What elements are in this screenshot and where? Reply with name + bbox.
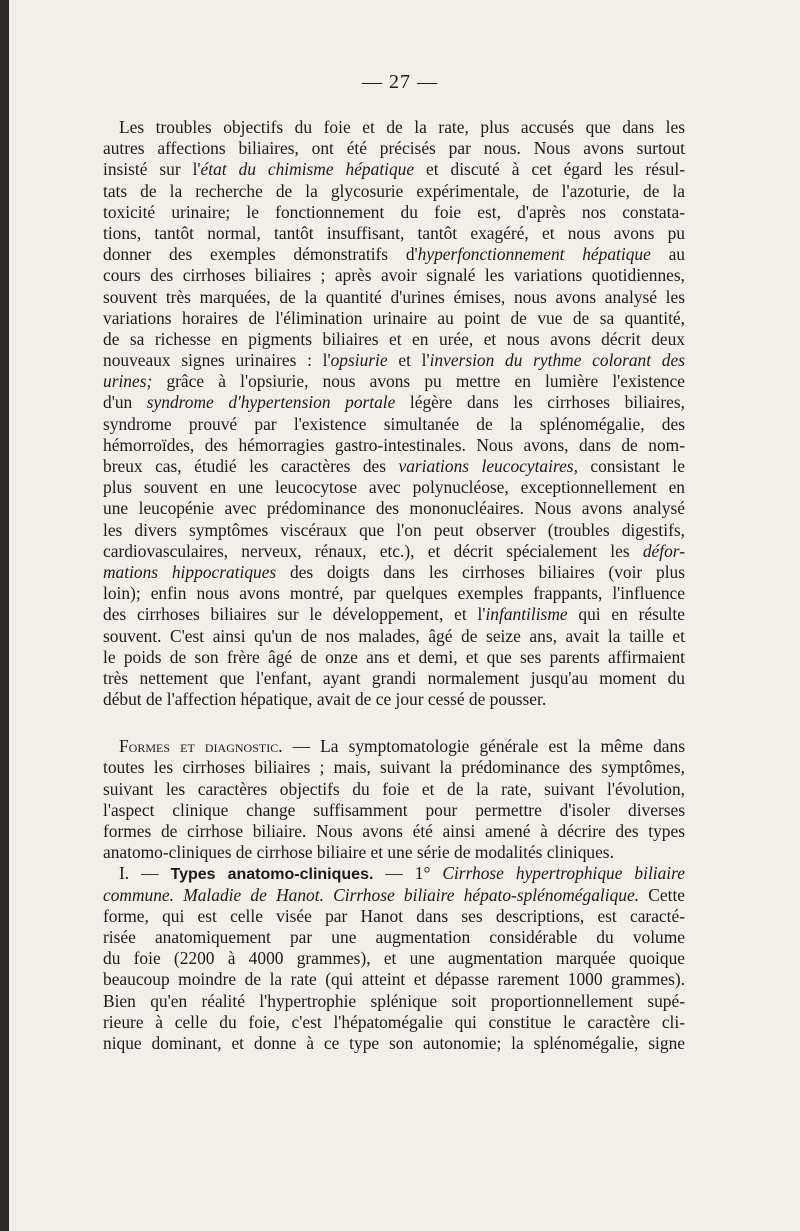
text-line [103,583,685,604]
text-line [103,604,685,625]
text-line [103,800,685,821]
text-segment: consistant le [577,456,685,476]
text-segment: autres affections biliaires, ont été précisés par nous. Nous avons surtout [103,138,685,159]
text-line [103,138,685,159]
text-segment: cours des cirrhoses biliaires ; après avoir signalé les variations quotidiennes, [103,265,685,286]
text-segment: syndrome prouvé par l'existence simultanée de la splénomégalie, des [103,413,685,434]
text-segment: suivant les caractères objectifs du foie et de la rate, suivant l'évolution, [103,778,685,799]
text-line [103,1033,685,1054]
text-line [103,689,685,710]
text-segment: des doigts dans les cirrhoses biliaires (voir plus [276,561,685,582]
text-line [103,456,685,477]
text-segment: le poids de son frère âgé de onze ans et demi, et que ses parents affirmaient [103,646,685,667]
text-segment: inversion du rythme colorant des [429,350,685,371]
text-segment: tats de la recherche de la glycosurie expérimentale, de l'azoturie, de la [103,180,685,201]
text-line [103,948,685,969]
text-line [103,626,685,647]
text-segment: des cirrhoses biliaires sur le développement, et l' [103,604,486,625]
text-line [103,906,685,927]
text-segment: mations hippocratiques [103,561,277,582]
text-line [103,927,685,948]
text-segment: commune. Maladie de Hanot. Cirrhose biliaire hépato-splénomégalique. [103,884,640,905]
text-line [103,757,685,778]
text-segment: Cette [639,884,685,905]
text-segment: — La symptomatologie générale est la même dans [282,736,685,757]
text-line [103,265,685,286]
text-segment: et discuté à cet égard les résul- [414,159,685,180]
text-line [103,159,685,180]
text-segment: défor- [642,540,685,561]
paragraph-3 [103,863,685,1054]
text-segment: et l' [387,350,430,371]
text-segment: opsiurie [330,350,388,371]
text-segment: Formes et diagnostic. [119,736,283,757]
text-segment: loin); enfin nous avons montré, par quelques exemples frappants, l'influence [103,583,685,604]
text-segment: au [650,244,685,265]
text-segment: I. — [119,863,171,884]
text-segment: Bien qu'en réalité l'hypertrophie splénique soit proportionnellement supé- [103,990,685,1011]
text-line [103,181,685,202]
text-segment: urines; [103,371,153,392]
text-line [103,736,685,757]
text-segment: début de l'affection hépatique, avait de ce jour cessé de pousser. [103,689,547,710]
text-segment: syndrome d'hypertension portale [146,392,396,413]
text-segment: hyperfonctionnement hépatique [417,244,651,265]
text-segment: très nettement que l'enfant, ayant grandi normalement jusqu'au moment du [103,667,685,688]
text-segment: plus souvent en une leucocytose avec polynucléose, exceptionnellement en [103,477,685,498]
text-segment: les divers symptômes viscéraux que l'on peut observer (troubles digestifs, [103,519,685,540]
text-segment: état du chimisme hépatique [200,159,415,180]
paragraph-gap [103,710,685,736]
text-segment: hémorroïdes, des hémorragies gastro-intestinales. Nous avons, dans de nom- [103,434,685,455]
text-segment: grâce à l'opsiurie, nous avons pu mettre en lumière l'existence [152,371,685,392]
text-segment: d'un [103,392,147,413]
text-line [103,308,685,329]
text-line [103,541,685,562]
text-segment: tions, tantôt normal, tantôt insuffisant, tantôt exagéré, et nous avons pu [103,222,685,243]
text-segment: forme, qui est celle visée par Hanot dans ses descriptions, est caracté- [103,905,685,926]
text-segment: qui en résulte [567,604,685,625]
text-line [103,863,685,884]
text-segment: de sa richesse en pigments biliaires et en urée, et nous avons décrit deux [103,328,685,349]
text-line [103,477,685,498]
text-line [103,885,685,906]
text-segment: risée anatomiquement par une augmentation considérable du volume [103,926,685,947]
text-segment: Les troubles objectifs du foie et de la rate, plus accusés que dans les [119,117,685,137]
text-segment: nique dominant, et donne à ce type son autonomie; la splénomégalie, signe [103,1032,685,1053]
text-segment: formes de cirrhose biliaire. Nous avons été ainsi amené à décrire des types [103,821,685,841]
text-line [103,244,685,265]
text-line [103,498,685,519]
text-line [103,287,685,308]
text-line [103,414,685,435]
text-segment: beaucoup moindre de la rate (qui atteint et dépasse rarement 1000 grammes). [103,969,685,990]
text-segment: légère dans les cirrhoses biliaires, [395,392,685,413]
text-line [103,350,685,371]
page-number: — 27 — [362,71,438,93]
text-line [103,779,685,800]
paragraph-2 [103,736,685,863]
text-line [103,969,685,990]
text-segment: anatomo-cliniques de cirrhose biliaire et une série de modalités cliniques. [103,842,614,863]
body-text [103,117,685,1054]
text-line [103,202,685,223]
text-segment: variations leucocytaires, [398,456,578,476]
text-segment: breux cas, étudié les caractères des [103,456,399,476]
text-line [103,668,685,689]
text-line [103,223,685,244]
text-segment: souvent. C'est ainsi qu'un de nos malades, âgé de seize ans, avait la taille et [103,625,685,646]
text-line [103,329,685,350]
text-line [103,821,685,842]
text-segment: infantilisme [485,604,568,625]
text-line [103,1012,685,1033]
text-line [103,562,685,583]
text-segment: rieure à celle du foie, c'est l'hépatomégalie qui constitue le caractère cli- [103,1011,685,1032]
text-line [103,842,685,863]
text-line [103,435,685,456]
text-line [103,371,685,392]
text-line [103,991,685,1012]
text-segment: cardiovasculaires, nerveux, rénaux, etc.), et décrit spécialement les [103,540,643,561]
text-segment: souvent très marquées, de la quantité d'urines émises, nous avons analysé les [103,286,685,307]
text-segment: donner des exemples démonstratifs d' [103,244,418,265]
text-segment: Cirrhose hypertrophique biliaire [442,863,685,884]
text-line [103,520,685,541]
text-segment: toutes les cirrhoses biliaires ; mais, suivant la prédominance des symptômes, [103,757,685,778]
text-segment: une leucopénie avec prédominance des mononucléaires. Nous avons analysé [103,498,685,519]
text-segment: du foie (2200 à 4000 grammes), et une augmentation marquée quoique [103,948,685,969]
text-segment: l'aspect clinique change suffisamment pour permettre d'isoler diverses [103,799,685,820]
paragraph-1 [103,117,685,710]
text-segment: toxicité urinaire; le fonctionnement du foie est, d'après nos constata- [103,201,685,222]
text-line [103,117,685,138]
text-line [103,392,685,413]
text-segment: insisté sur l' [103,159,201,180]
text-segment: Types anatomo-cliniques. [170,866,374,884]
page-edge-shadow [0,0,9,1231]
text-segment: nouveaux signes urinaires : l' [103,350,331,371]
text-segment: variations horaires de l'élimination urinaire au point de vue de sa quantité, [103,307,685,328]
text-line [103,647,685,668]
text-segment: — 1° [373,863,443,884]
